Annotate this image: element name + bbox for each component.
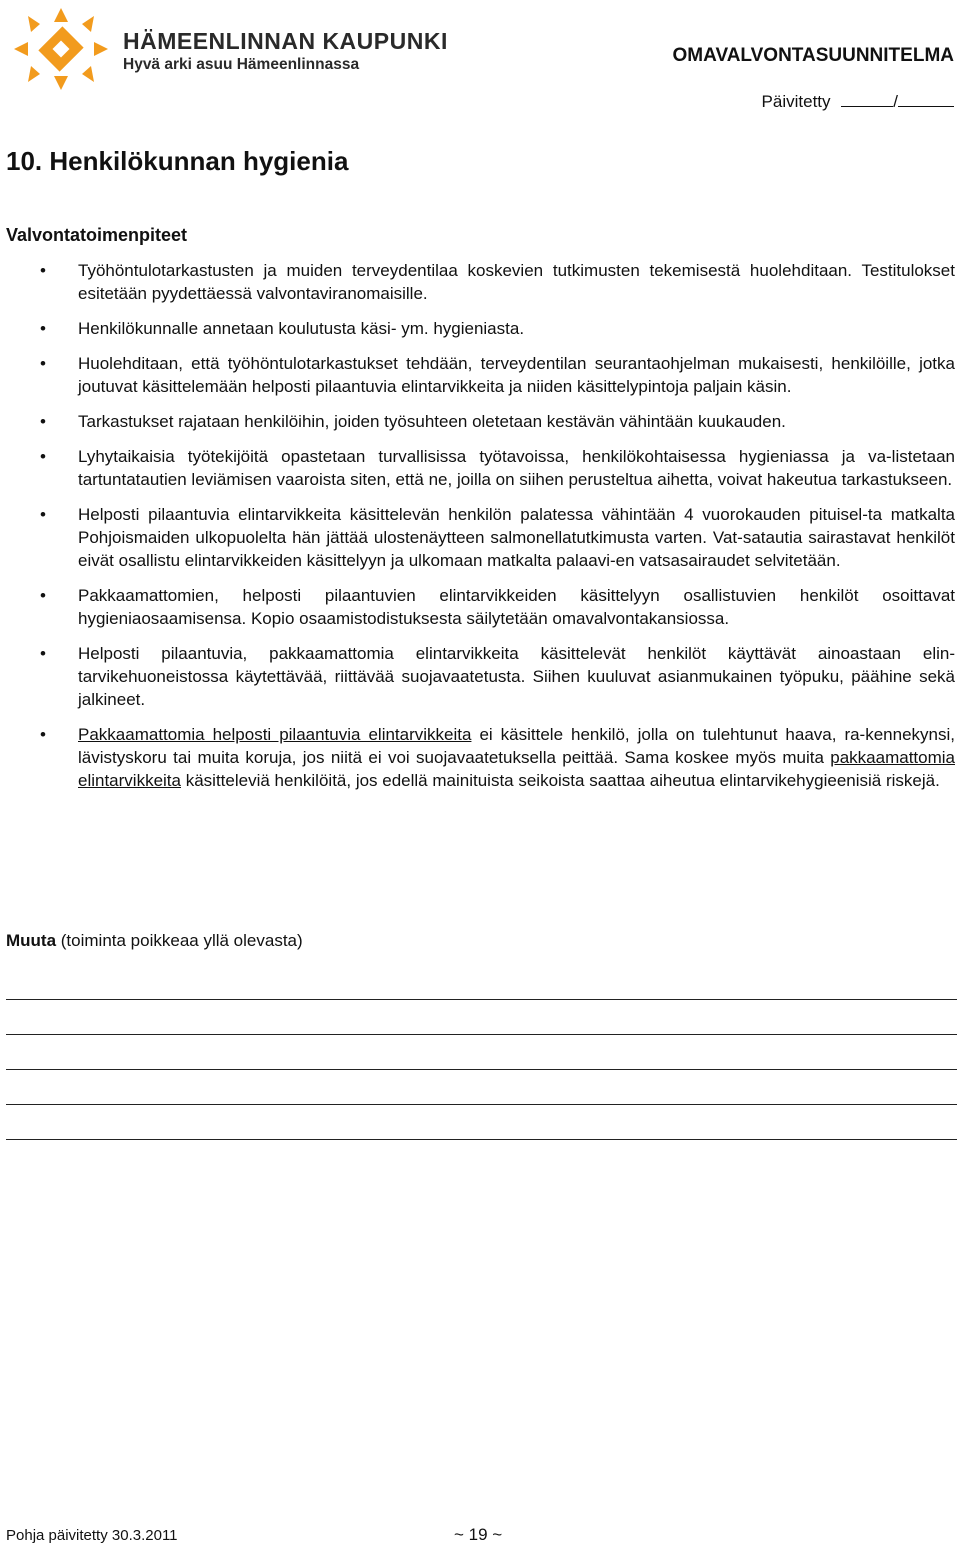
updated-separator: /: [893, 92, 898, 111]
write-line[interactable]: [6, 999, 957, 1000]
updated-label: Päivitetty: [761, 92, 831, 111]
measures-list: [0, 259, 955, 804]
page-number: ~ 19 ~: [454, 1525, 503, 1544]
updated-day-blank: [841, 92, 893, 107]
list-item: • Helposti pilaantuvia elintarvikkeita käsittelevän henkilön palatessa vähintään 4 vuorokauden pituisel-ta matkalta Pohjoismaiden ulkopuolelta hän jättää ulostenäytteen salmonellatutkimusta varten. Vat-satautia sairastavat henkilöt eivät osallistu elintarvikkeiden käsittelyyn ja ulkomaan matkalta palaavi-en vatsasairaudet selvitetään.: [0, 503, 955, 572]
list-item: • Tarkastukset rajataan henkilöihin, joiden työsuhteen oletetaan kestävän vähintään kuukauden.: [0, 410, 955, 433]
logo-slogan: Hyvä arki asuu Hämeenlinnassa: [123, 56, 360, 73]
other-note: (toiminta poikkeaa yllä olevasta): [56, 931, 303, 950]
item-text: ei käsittele henkilö, jolla on tulehtunut haava, ra-kennekynsi, lävistyskoru tai muita koruja, jos niitä ei voi suojavaatetuksella peittää. Sama koskee myös muita: [78, 725, 955, 767]
updated-field: [762, 92, 954, 112]
list-item: • Lyhytaikaisia työtekijöitä opastetaan turvallisissa työtavoissa, henkilökohtaisessa hygieniassa ja va-listetaan tartuntatautien leviämisen vaaroista siten, että ne, joilla on siihen perusteltua aihetta, voivat hakeutua tarkastukseen.: [0, 445, 955, 491]
list-item: • Helposti pilaantuvia, pakkaamattomia elintarvikkeita käsittelevät henkilöt käyttävät ainoastaan elin-tarvikehuoneistossa käytettävää, riittävää suojavaatetusta. Siihen kuuluvat asianmukainen työpuku, päähine sekä jalkineet.: [0, 642, 955, 711]
list-item: • Henkilökunnalle annetaan koulutusta käsi- ym. hygieniasta.: [0, 317, 955, 340]
list-item: • Huolehditaan, että työhöntulotarkastukset tehdään, terveydentilan seurantaohjelman mukaisesti, henkilöille, jotka joutuvat käsittelemään helposti pilaantuvia elintarvikkeita ja niiden käsittelypintoja paljain käsin.: [0, 352, 955, 398]
city-logo: [6, 2, 448, 96]
write-line[interactable]: [6, 1139, 957, 1140]
list-item: • Työhöntulotarkastusten ja muiden terveydentilaa koskevien tutkimusten tekemisestä huolehditaan. Testitulokset esitetään pyydettäessä valvontaviranomaisille.: [0, 259, 955, 305]
other-heading: [6, 931, 303, 951]
item-text: käsitteleviä henkilöitä, jos edellä mainituista seikoista saattaa aiheutua elintarvikehygieenisiä riskejä.: [181, 771, 940, 790]
page-title: 10. Henkilökunnan hygienia: [6, 146, 349, 176]
write-line[interactable]: [6, 1104, 957, 1105]
updated-year-blank: [898, 92, 954, 107]
underlined-phrase: Pakkaamattomia helposti pilaantuvia elintarvikkeita: [78, 725, 472, 744]
document-type: OMAVALVONTASUUNNITELMA: [672, 45, 954, 66]
section-title: Valvontatoimenpiteet: [6, 225, 188, 245]
sun-emblem-icon: [6, 2, 116, 96]
underlined-phrase: pakkaamattomia elintarvikkeita: [78, 748, 955, 790]
list-item: • Pakkaamattomien, helposti pilaantuvien elintarvikkeiden käsittelyyn osallistuvien henkilöt osoittavat hygieniaosaamisensa. Kopio osaamistodistuksesta säilytetään omavalvontakansiossa.: [0, 584, 955, 630]
list-item: [0, 723, 955, 792]
write-line[interactable]: [6, 1034, 957, 1035]
footer-base-updated: Pohja päivitetty 30.3.2011: [6, 1527, 178, 1544]
write-line[interactable]: [6, 1069, 957, 1070]
logo-city-name: HÄMEENLINNAN KAUPUNKI: [123, 28, 448, 54]
other-label: Muuta: [6, 931, 57, 950]
